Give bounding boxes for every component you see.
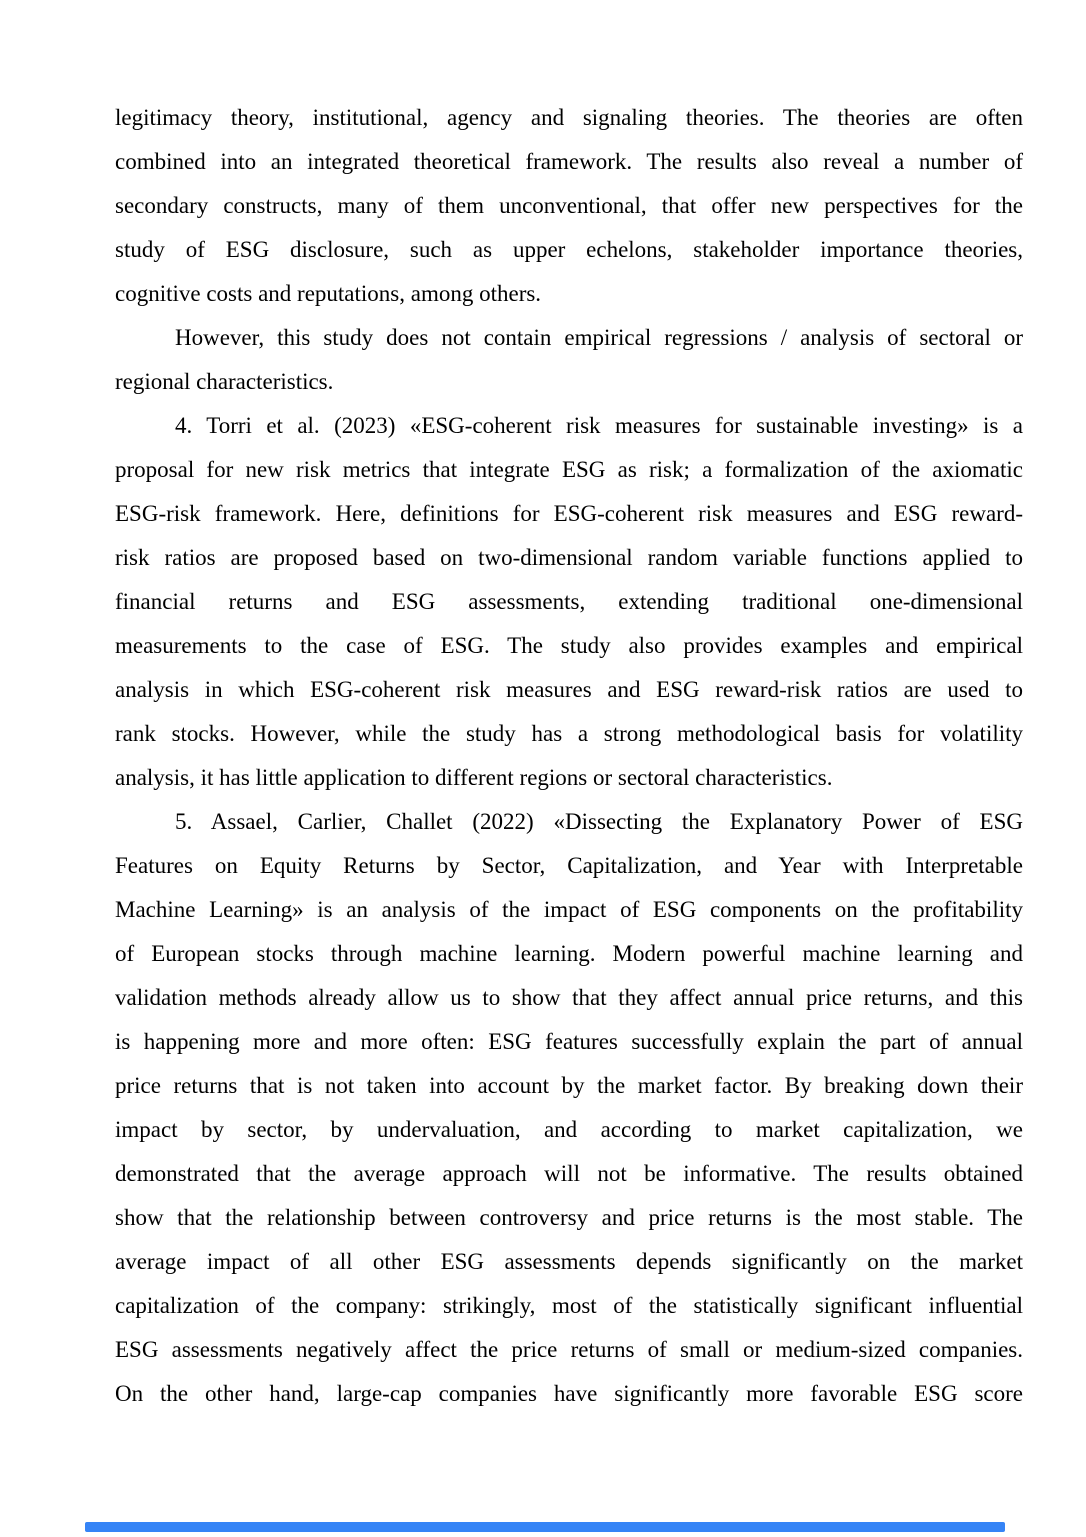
text-line: rank stocks. However, while the study has a strong methodological basis for volatility — [115, 721, 1023, 746]
text-line: demonstrated that the average approach will not be informative. The results obtained — [115, 1161, 1023, 1186]
text-line: of European stocks through machine learning. Modern powerful machine learning and — [115, 941, 1023, 966]
text-line: study of ESG disclosure, such as upper echelons, stakeholder importance theories, — [115, 237, 1023, 262]
text-line: cognitive costs and reputations, among others. — [115, 281, 542, 306]
text-line: Features on Equity Returns by Sector, Capitalization, and Year with Interpretable — [115, 853, 1023, 878]
text-line: ESG assessments negatively affect the price returns of small or medium-sized companies. — [115, 1337, 1023, 1362]
text-line: impact by sector, by undervaluation, and according to market capitalization, we — [115, 1117, 1023, 1142]
text-line: analysis in which ESG-coherent risk measures and ESG reward-risk ratios are used to — [115, 677, 1023, 702]
text-line: measurements to the case of ESG. The study also provides examples and empirical — [115, 633, 1023, 658]
document-body — [115, 96, 1023, 1416]
text-line: analysis, it has little application to different regions or sectoral characteristics. — [115, 765, 833, 790]
text-line: secondary constructs, many of them unconventional, that offer new perspectives for the — [115, 193, 1023, 218]
bottom-highlight-bar — [85, 1522, 1005, 1532]
text-line: ESG-risk framework. Here, definitions for ESG-coherent risk measures and ESG reward- — [115, 501, 1023, 526]
text-line: financial returns and ESG assessments, extending traditional one-dimensional — [115, 589, 1023, 614]
text-line: On the other hand, large-cap companies have significantly more favorable ESG score — [115, 1381, 1023, 1406]
text-line: However, this study does not contain empirical regressions / analysis of sectoral or — [175, 325, 1023, 350]
text-line: capitalization of the company: strikingly, most of the statistically significant influential — [115, 1293, 1023, 1318]
text-line: validation methods already allow us to show that they affect annual price returns, and this — [115, 985, 1023, 1010]
text-line: legitimacy theory, institutional, agency and signaling theories. The theories are often — [115, 105, 1023, 130]
text-line: show that the relationship between controversy and price returns is the most stable. The — [115, 1205, 1023, 1230]
text-line: price returns that is not taken into account by the market factor. By breaking down their — [115, 1073, 1023, 1098]
text-line: 5. Assael, Carlier, Challet (2022) «Dissecting the Explanatory Power of ESG — [175, 809, 1023, 834]
text-line: average impact of all other ESG assessments depends significantly on the market — [115, 1249, 1023, 1274]
text-line: combined into an integrated theoretical framework. The results also reveal a number of — [115, 149, 1023, 174]
text-line: is happening more and more often: ESG features successfully explain the part of annual — [115, 1029, 1023, 1054]
text-line: regional characteristics. — [115, 369, 334, 394]
text-line: proposal for new risk metrics that integrate ESG as risk; a formalization of the axiomatic — [115, 457, 1023, 482]
text-line: Machine Learning» is an analysis of the impact of ESG components on the profitability — [115, 897, 1023, 922]
text-line: risk ratios are proposed based on two-dimensional random variable functions applied to — [115, 545, 1023, 570]
text-line: 4. Torri et al. (2023) «ESG-coherent risk measures for sustainable investing» is a — [175, 413, 1023, 438]
